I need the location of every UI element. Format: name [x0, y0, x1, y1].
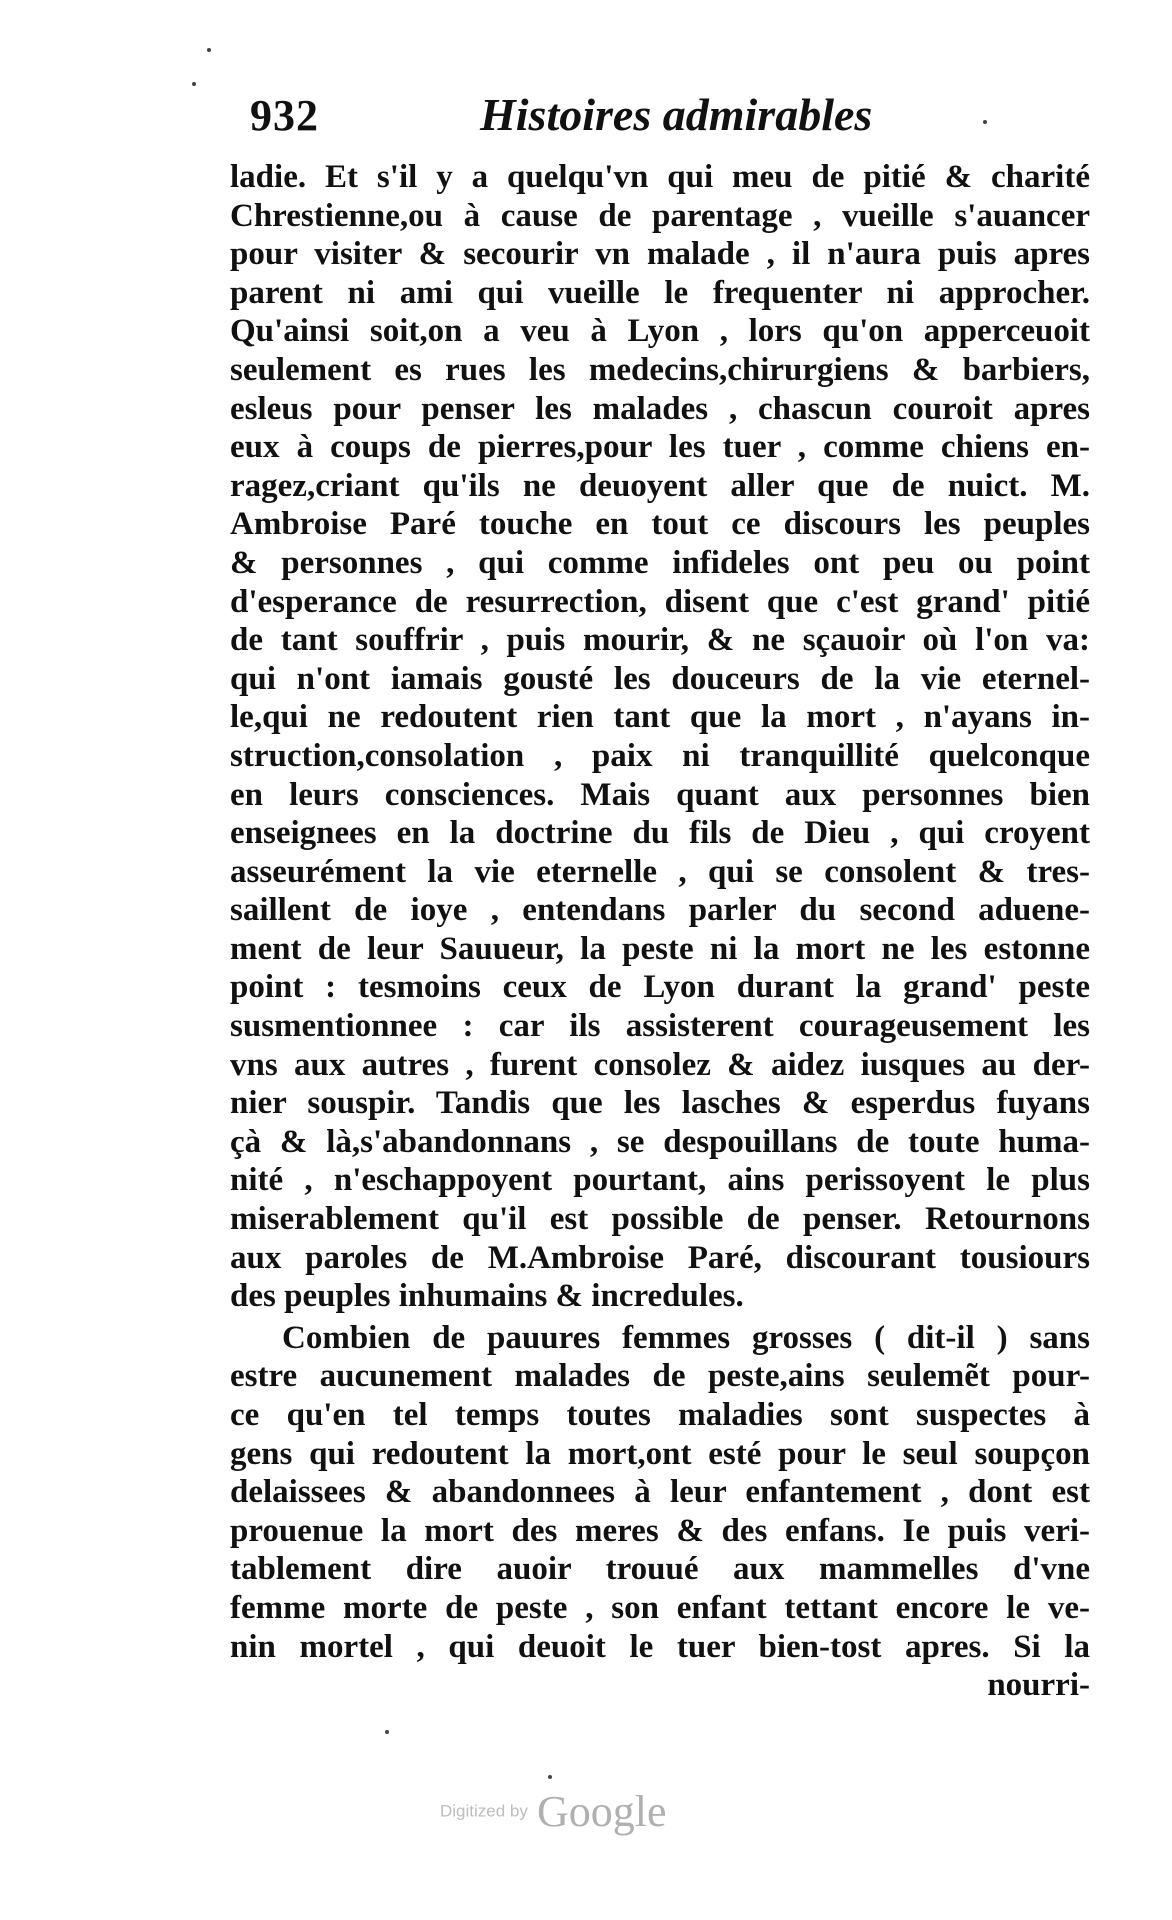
text-line: ladie. Et s'il y a quelqu'vn qui meu de pitié & charité: [230, 159, 1090, 195]
text-line: delaissees & abandonnees à leur enfantement , dont est: [230, 1474, 1090, 1511]
text-line: eux à coups de pierres,pour les tuer , comme chiens en-: [230, 429, 1090, 466]
text-line: aux paroles de M.Ambroise Paré, discourant tousiours: [230, 1239, 1090, 1276]
catchword: nourri-: [987, 1667, 1090, 1704]
ink-speck: [192, 82, 196, 86]
text-line: Ambroise Paré touche en tout ce discours les peuples: [230, 506, 1090, 543]
text-line: pour visiter & secourir vn malade , il n'aura puis apres: [230, 236, 1090, 273]
text-line: susmentionnee : car ils assisterent courageusement les: [230, 1008, 1090, 1045]
digitized-watermark: [440, 1786, 740, 1846]
text-line: vns aux autres , furent consolez & aidez iusques au der-: [230, 1046, 1090, 1083]
text-line: femme morte de peste , son enfant tettant encore le ve-: [230, 1589, 1090, 1626]
running-title: Histoires admirables: [480, 89, 873, 140]
text-line: ce qu'en tel temps toutes maladies sont suspectes à: [230, 1397, 1090, 1433]
text-line: le,qui ne redoutent rien tant que la mort , n'ayans in-: [230, 699, 1090, 736]
text-line: asseurément la vie eternelle , qui se consolent & tres-: [230, 853, 1090, 890]
text-line: miserablement qu'il est possible de penser. Retournons: [230, 1201, 1090, 1238]
text-line: çà & là,s'abandonnans , se despouillans de toute huma-: [230, 1123, 1090, 1160]
text-line: qui n'ont iamais gousté les douceurs de la vie eternel-: [230, 660, 1090, 697]
page-header: [250, 80, 910, 150]
text-line: & personnes , qui comme infideles ont peu ou point: [230, 544, 1090, 581]
text-line: de tant souffrir , puis mourir, & ne sçauoir où l'on va:: [230, 622, 1090, 659]
text-line: gens qui redoutent la mort,ont esté pour le seul soupçon: [230, 1435, 1090, 1472]
text-line: nin mortel , qui deuoit le tuer bien-tost apres. Si la: [230, 1628, 1090, 1665]
text-line: des peuples inhumains & incredules.: [230, 1278, 744, 1315]
text-line: Qu'ainsi soit,on a veu à Lyon , lors qu'on apperceuoit: [230, 313, 1090, 350]
text-line: prouenue la mort des meres & des enfans. Ie puis veri-: [230, 1512, 1090, 1549]
text-line: tablement dire auoir trouué aux mammelles d'vne: [230, 1551, 1090, 1588]
text-line: parent ni ami qui vueille le frequenter ni approcher.: [230, 274, 1090, 311]
text-line: nier souspir. Tandis que les lasches & esperdus fuyans: [230, 1085, 1090, 1122]
text-line: saillent de ioye , entendans parler du second aduene-: [230, 892, 1090, 929]
text-line: Combien de pauures femmes grosses ( dit-il ) sans: [282, 1319, 1090, 1356]
ink-speck: [983, 120, 987, 124]
text-line: esleus pour penser les malades , chascun couroit apres: [230, 390, 1090, 427]
text-line: d'esperance de resurrection, disent que c'est grand' pitié: [230, 583, 1090, 620]
text-line: nité , n'eschappoyent pourtant, ains perissoyent le plus: [230, 1162, 1090, 1199]
text-line: point : tesmoins ceux de Lyon durant la grand' peste: [230, 969, 1090, 1006]
text-line: struction,consolation , paix ni tranquillité quelconque: [230, 737, 1090, 774]
text-line: seulement es rues les medecins,chirurgiens & barbiers,: [230, 351, 1090, 388]
text-line: ragez,criant qu'ils ne deuoyent aller que de nuict. M.: [230, 467, 1090, 504]
text-line: ment de leur Sauueur, la peste ni la mort ne les estonne: [230, 930, 1090, 967]
watermark-logo: Google: [536, 1787, 667, 1836]
body-text: [230, 158, 1090, 1705]
watermark-prefix: Digitized by: [440, 1801, 528, 1821]
text-line: enseignees en la doctrine du fils de Dieu , qui croyent: [230, 815, 1090, 852]
page-number: 932: [250, 91, 319, 140]
text-line: Chrestienne,ou à cause de parentage , vueille s'auancer: [230, 197, 1090, 234]
text-line: estre aucunement malades de peste,ains seulemẽt pour-: [230, 1358, 1090, 1395]
ink-speck: [385, 1730, 389, 1734]
text-line: en leurs consciences. Mais quant aux personnes bien: [230, 776, 1090, 813]
ink-speck: [207, 48, 211, 52]
ink-speck: [548, 1775, 552, 1779]
